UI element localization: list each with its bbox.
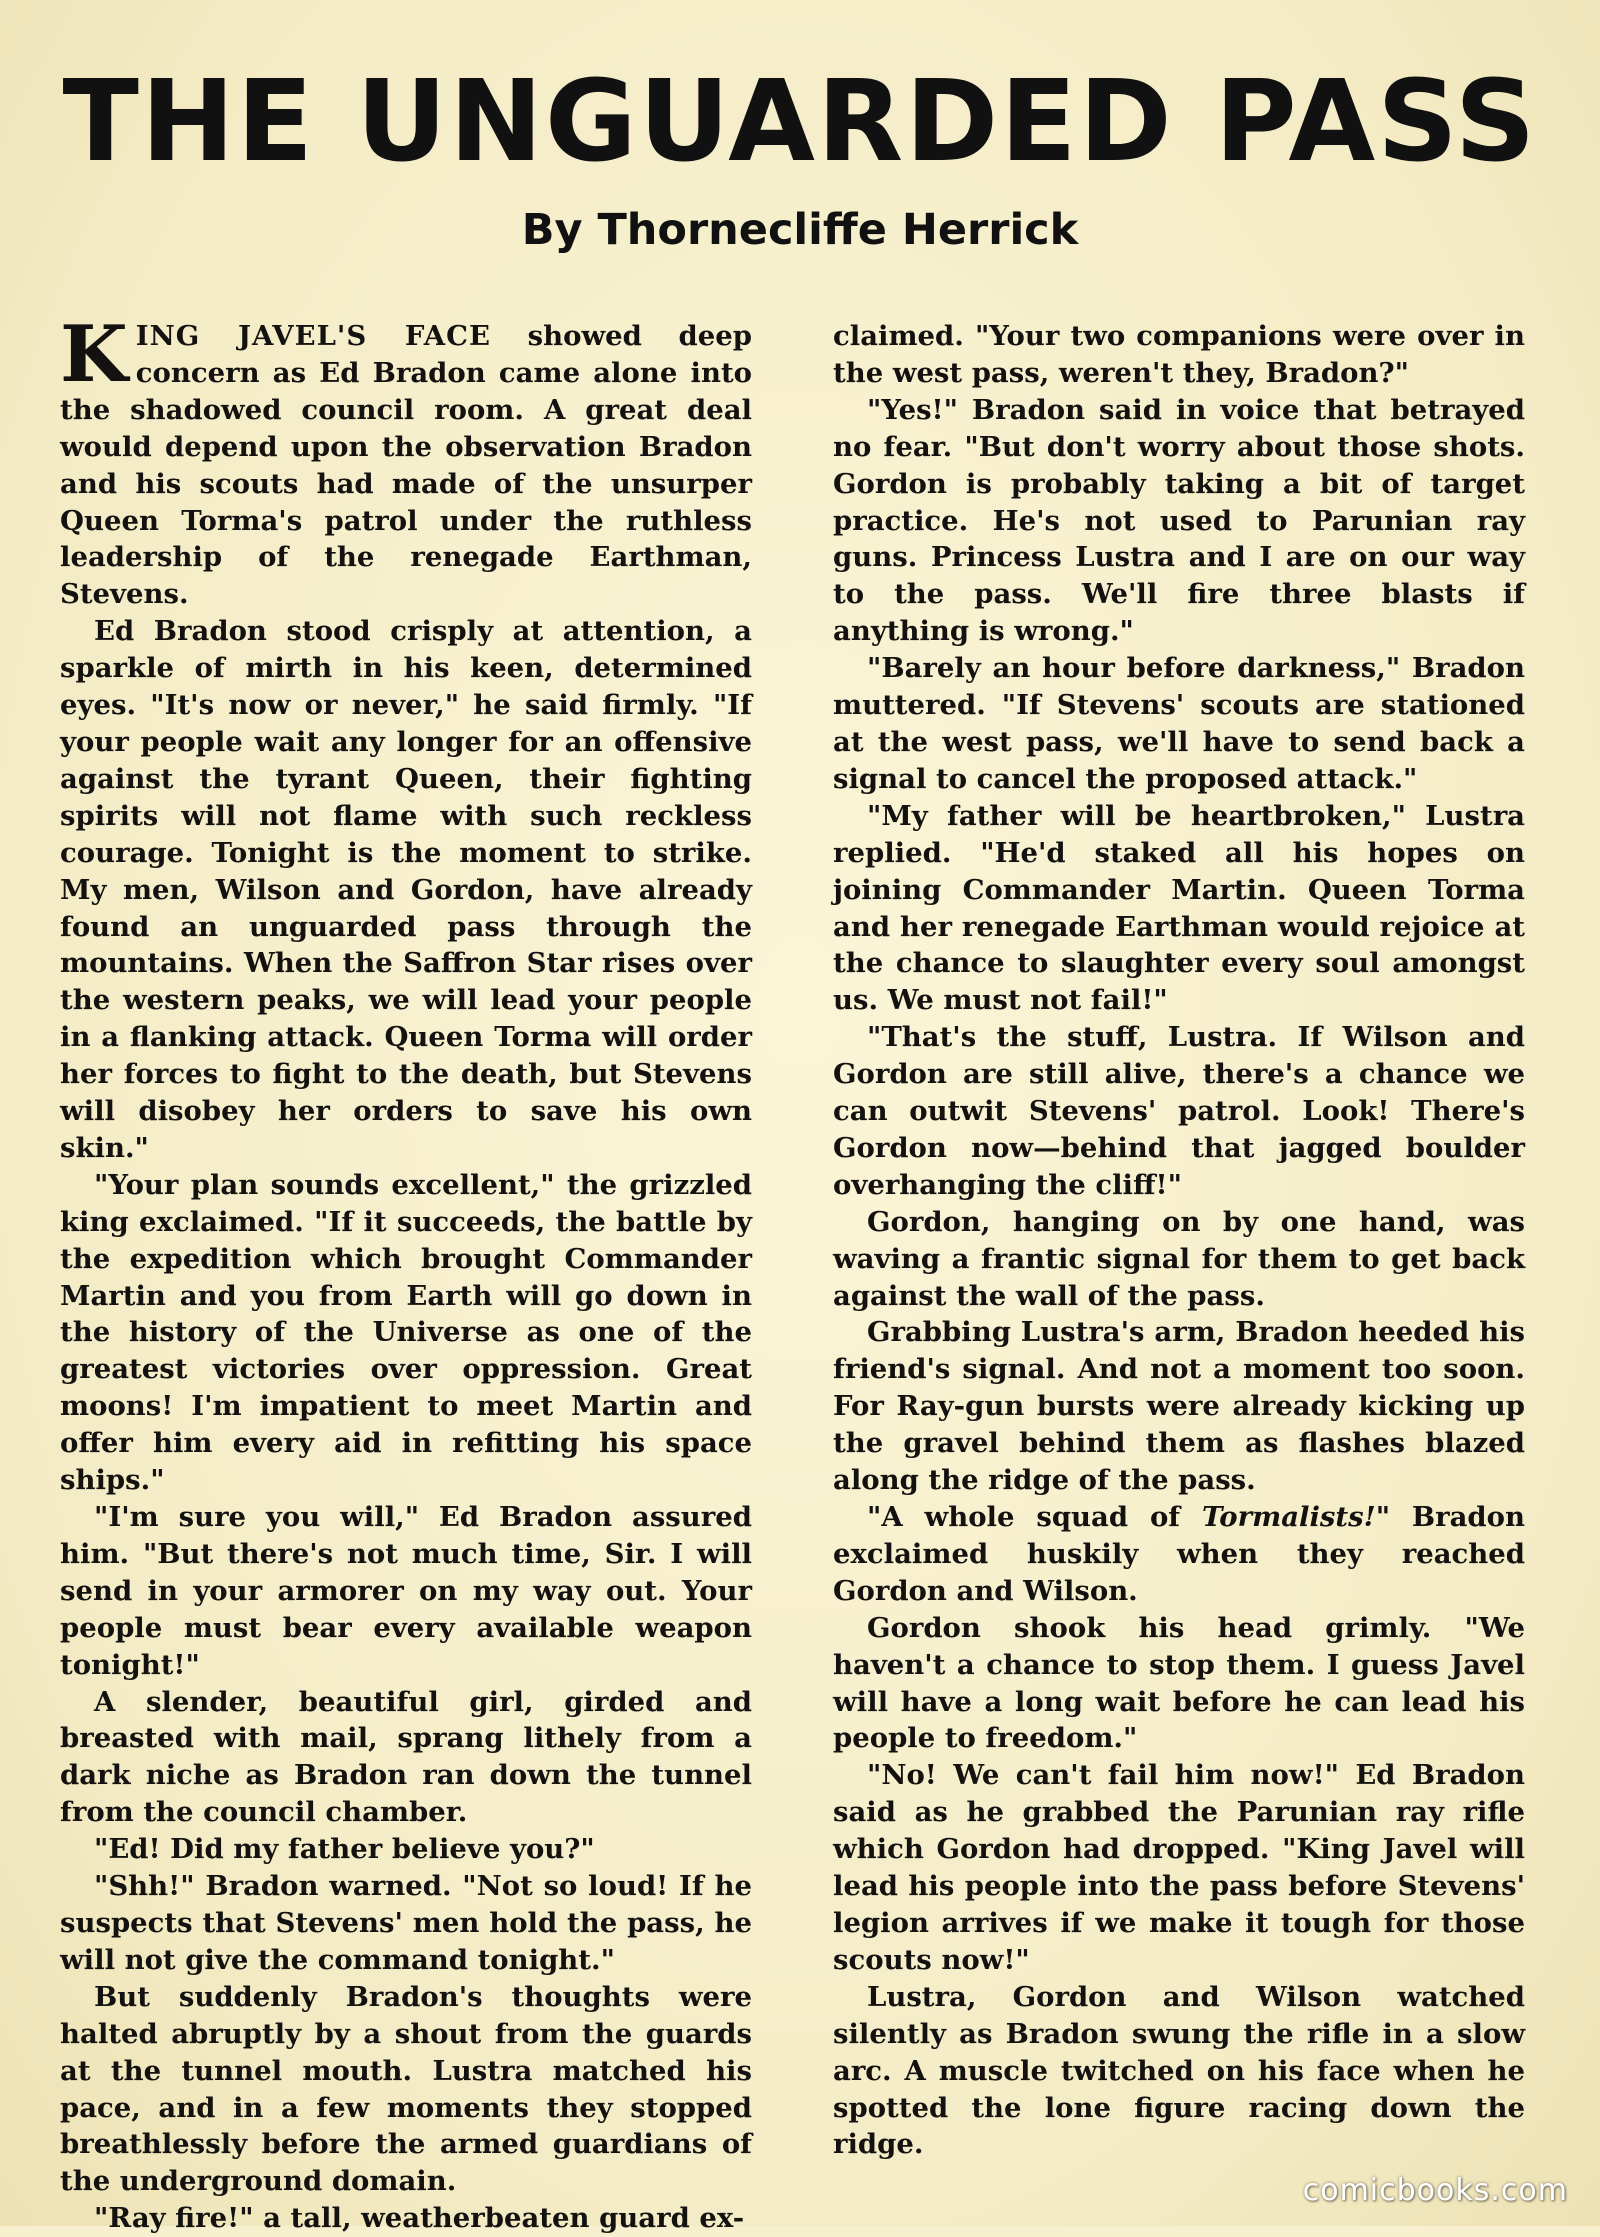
- paragraph: "That's the stuff, Lustra. If Wilson and Gordon are still alive, there's a chance we can outwit Stevens' patrol. Look! There's Gordon now—behind that jagged boulder overhanging the cliff!": [833, 1021, 1525, 1201]
- paragraph: "Your plan sounds excellent," the grizzled king exclaimed. "If it succeeds, the battle by the expedition which brought Commander Martin and you from Earth will go down in the history of the Universe as one of the greatest victories over oppression. Great moons! I'm impatient to meet Martin and offer him every aid in refitting his space ships.": [60, 1168, 752, 1497]
- paragraph: A slender, beautiful girl, girded and breasted with mail, sprang lithely from a dark niche as Bradon ran down the tunnel from the council chamber.: [60, 1685, 752, 1829]
- paragraph: "My father will be heartbroken," Lustra replied. "He'd staked all his hopes on joining Commander Martin. Queen Torma and her renegade Earthman would rejoice at the chance to slaughter every soul amongst us. We must not fail!": [833, 799, 1525, 1017]
- lead-caps: ING JAVEL'S FACE: [135, 320, 491, 352]
- left-column: [60, 309, 752, 2235]
- paragraph: "Yes!" Bradon said in voice that betrayed no fear. "But don't worry about those shots. Gordon is probably taking a bit of target practice. He's not used to Parunian ray guns. Princess Lustra and I are on our way to the pass. We'll fire three blasts if anything is wrong.": [833, 393, 1525, 648]
- quote-open: "A whole squad of: [867, 1501, 1202, 1533]
- paragraph: Gordon shook his head grimly. "We haven't a chance to stop them. I guess Javel will have a long wait before he can lead his people to freedom.": [833, 1611, 1525, 1755]
- drop-cap: K: [60, 309, 128, 400]
- paragraph: claimed. "Your two companions were over in the west pass, weren't they, Bradon?": [833, 320, 1525, 389]
- quote-close: " Bradon exclaimed huskily when they reached Gordon and Wilson.: [833, 1501, 1525, 1607]
- paragraph: Lustra, Gordon and Wilson watched silently as Bradon swung the rifle in a slow arc. A muscle twitched on his face when he spotted the lone figure racing down the ridge.: [833, 1980, 1525, 2161]
- paragraph: [60, 309, 752, 613]
- paragraph: "Barely an hour before darkness," Bradon muttered. "If Stevens' scouts are stationed at the west pass, we'll have to send back a signal to cancel the proposed attack.": [833, 652, 1525, 795]
- paragraph: "Ray fire!" a tall, weatherbeaten guard ex-: [94, 2202, 745, 2235]
- paragraph: Grabbing Lustra's arm, Bradon heeded his friend's signal. And not a moment too soon. For Ray-gun bursts were already kicking up the gravel behind them as flashes blazed along the ridge of the pass.: [833, 1316, 1525, 1497]
- right-column: [833, 318, 1525, 2161]
- paragraph-text: showed deep concern as Ed Bradon came alone into the shadowed council room. A great deal would depend upon the observation Bradon and his scouts had made of the unsurper Queen Torma's patrol under the ruthless leadership of the renegade Earthman, Stevens.: [60, 320, 752, 611]
- story-byline: By Thornecliffe Herrick: [521, 205, 1079, 255]
- paragraph: "No! We can't fail him now!" Ed Bradon said as he grabbed the Parunian ray rifle which Gordon had dropped. "King Javel will lead his people into the pass before Stevens' legion arrives if we make it tough for those scouts now!": [833, 1759, 1525, 1976]
- paragraph: "Ed! Did my father believe you?": [94, 1833, 595, 1866]
- quote-emphasis: Tormalists!: [1201, 1501, 1376, 1533]
- watermark: comicbooks.com: [1302, 2173, 1568, 2208]
- paragraph: But suddenly Bradon's thoughts were halted abruptly by a shout from the guards at the tunnel mouth. Lustra matched his pace, and in a few moments they stopped breathlessly before the armed guardians of the underground domain.: [60, 1980, 752, 2198]
- paragraph: Gordon, hanging on by one hand, was waving a frantic signal for them to get back against the wall of the pass.: [833, 1205, 1525, 1312]
- story-title: THE UNGUARDED PASS: [62, 57, 1538, 187]
- paragraph: "Shh!" Bradon warned. "Not so loud! If he suspects that Stevens' men hold the pass, he will not give the command tonight.": [60, 1870, 752, 1976]
- paragraph: [833, 1499, 1525, 1610]
- paragraph: Ed Bradon stood crisply at attention, a sparkle of mirth in his keen, determined eyes. "It's now or never," he said firmly. "If your people wait any longer for an offensive against the tyrant Queen, their fighting spirits will not flame with such reckless courage. Tonight is the moment to strike. My men, Wilson and Gordon, have already found an unguarded pass through the mountains. When the Saffron Star rises over the western peaks, we will lead your people in a flanking attack. Queen Torma will order her forces to fight to the death, but Stevens will disobey her orders to save his own skin.": [60, 615, 752, 1164]
- paragraph: "I'm sure you will," Ed Bradon assured him. "But there's not much time, Sir. I will send in your armorer on my way out. Your people must bear every available weapon tonight!": [60, 1501, 752, 1681]
